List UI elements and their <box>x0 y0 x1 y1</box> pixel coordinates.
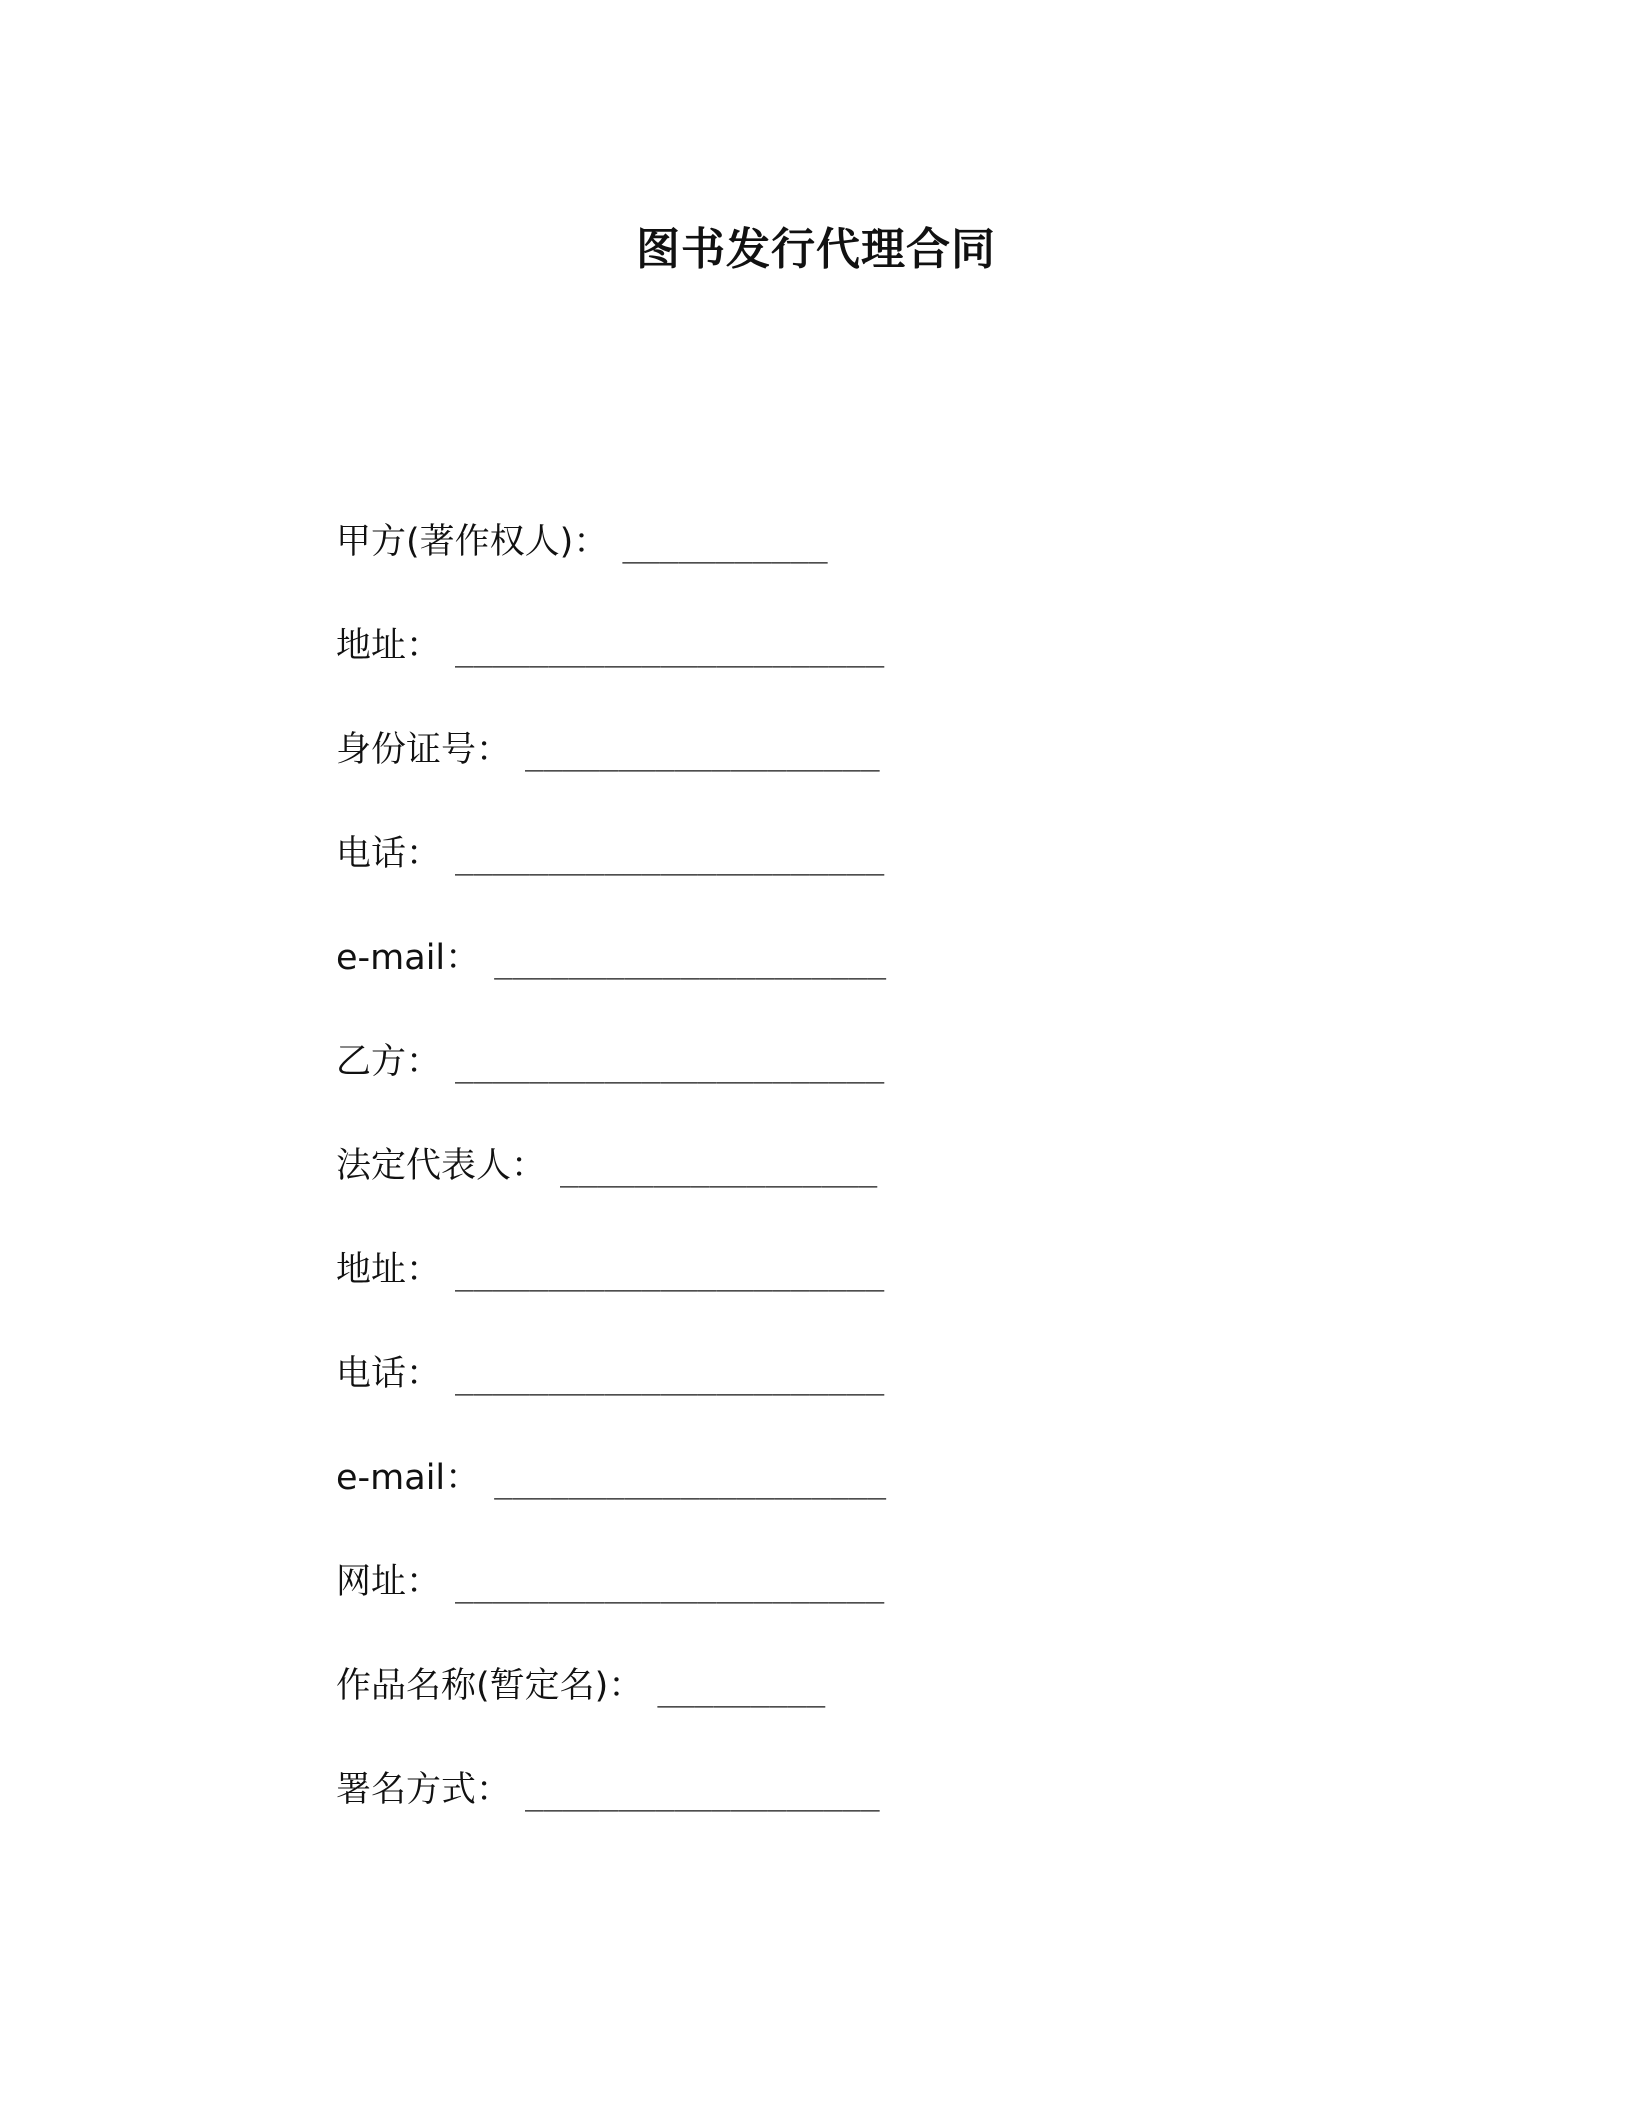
field-colon: ： <box>573 522 609 562</box>
field-colon: ： <box>445 938 481 978</box>
field-label: 署名方式 <box>336 1770 477 1810</box>
field-blank-line[interactable]: _____________________ <box>494 1464 887 1500</box>
field-party-a-phone <box>336 802 1336 906</box>
field-colon: ： <box>476 730 512 770</box>
field-label: e-mail <box>336 938 446 978</box>
field-label: 乙方 <box>336 1042 407 1082</box>
document-title: 图书发行代理合同 <box>636 224 996 275</box>
field-label: 电话 <box>336 834 407 874</box>
field-party-a-address <box>336 594 1336 698</box>
field-website <box>336 1530 1336 1634</box>
field-party-a-email <box>336 906 1336 1010</box>
field-label: 身份证号 <box>336 730 477 770</box>
field-blank-line[interactable]: _______________________ <box>455 1360 885 1396</box>
field-party-b <box>336 1010 1336 1114</box>
field-blank-line[interactable]: _________ <box>657 1672 826 1708</box>
field-work-title <box>336 1634 1336 1738</box>
field-blank-line[interactable]: _______________________ <box>455 1256 885 1292</box>
field-label: 地址 <box>336 1250 407 1290</box>
field-colon: ： <box>476 1770 512 1810</box>
field-colon: ： <box>445 1458 481 1498</box>
field-blank-line[interactable]: _______________________ <box>455 840 885 876</box>
field-party-b-phone <box>336 1322 1336 1426</box>
field-label: e-mail <box>336 1458 446 1498</box>
field-colon: ： <box>406 1250 442 1290</box>
field-party-b-address <box>336 1218 1336 1322</box>
field-colon: ： <box>406 626 442 666</box>
field-legal-representative <box>336 1114 1336 1218</box>
contract-fields <box>336 490 1336 1842</box>
field-colon: ： <box>406 1354 442 1394</box>
field-id-number <box>336 698 1336 802</box>
field-label: 地址 <box>336 626 407 666</box>
field-label: 甲方(著作权人) <box>336 522 574 562</box>
field-party-b-email <box>336 1426 1336 1530</box>
field-blank-line[interactable]: _________________ <box>560 1152 878 1188</box>
field-colon: ： <box>406 1042 442 1082</box>
field-party-a <box>336 490 1336 594</box>
field-blank-line[interactable]: ___________________ <box>525 736 880 772</box>
field-blank-line[interactable]: ___________ <box>622 528 828 564</box>
field-colon: ： <box>406 1562 442 1602</box>
field-blank-line[interactable]: ___________________ <box>525 1776 880 1812</box>
field-label: 作品名称(暂定名) <box>336 1666 609 1706</box>
field-byline-method <box>336 1738 1336 1842</box>
field-colon: ： <box>511 1146 547 1186</box>
field-colon: ： <box>608 1666 644 1706</box>
field-blank-line[interactable]: _______________________ <box>455 632 885 668</box>
field-blank-line[interactable]: _______________________ <box>455 1568 885 1604</box>
field-label: 法定代表人 <box>336 1146 512 1186</box>
field-blank-line[interactable]: _______________________ <box>455 1048 885 1084</box>
field-label: 网址 <box>336 1562 407 1602</box>
field-label: 电话 <box>336 1354 407 1394</box>
field-blank-line[interactable]: _____________________ <box>494 944 887 980</box>
field-colon: ： <box>406 834 442 874</box>
